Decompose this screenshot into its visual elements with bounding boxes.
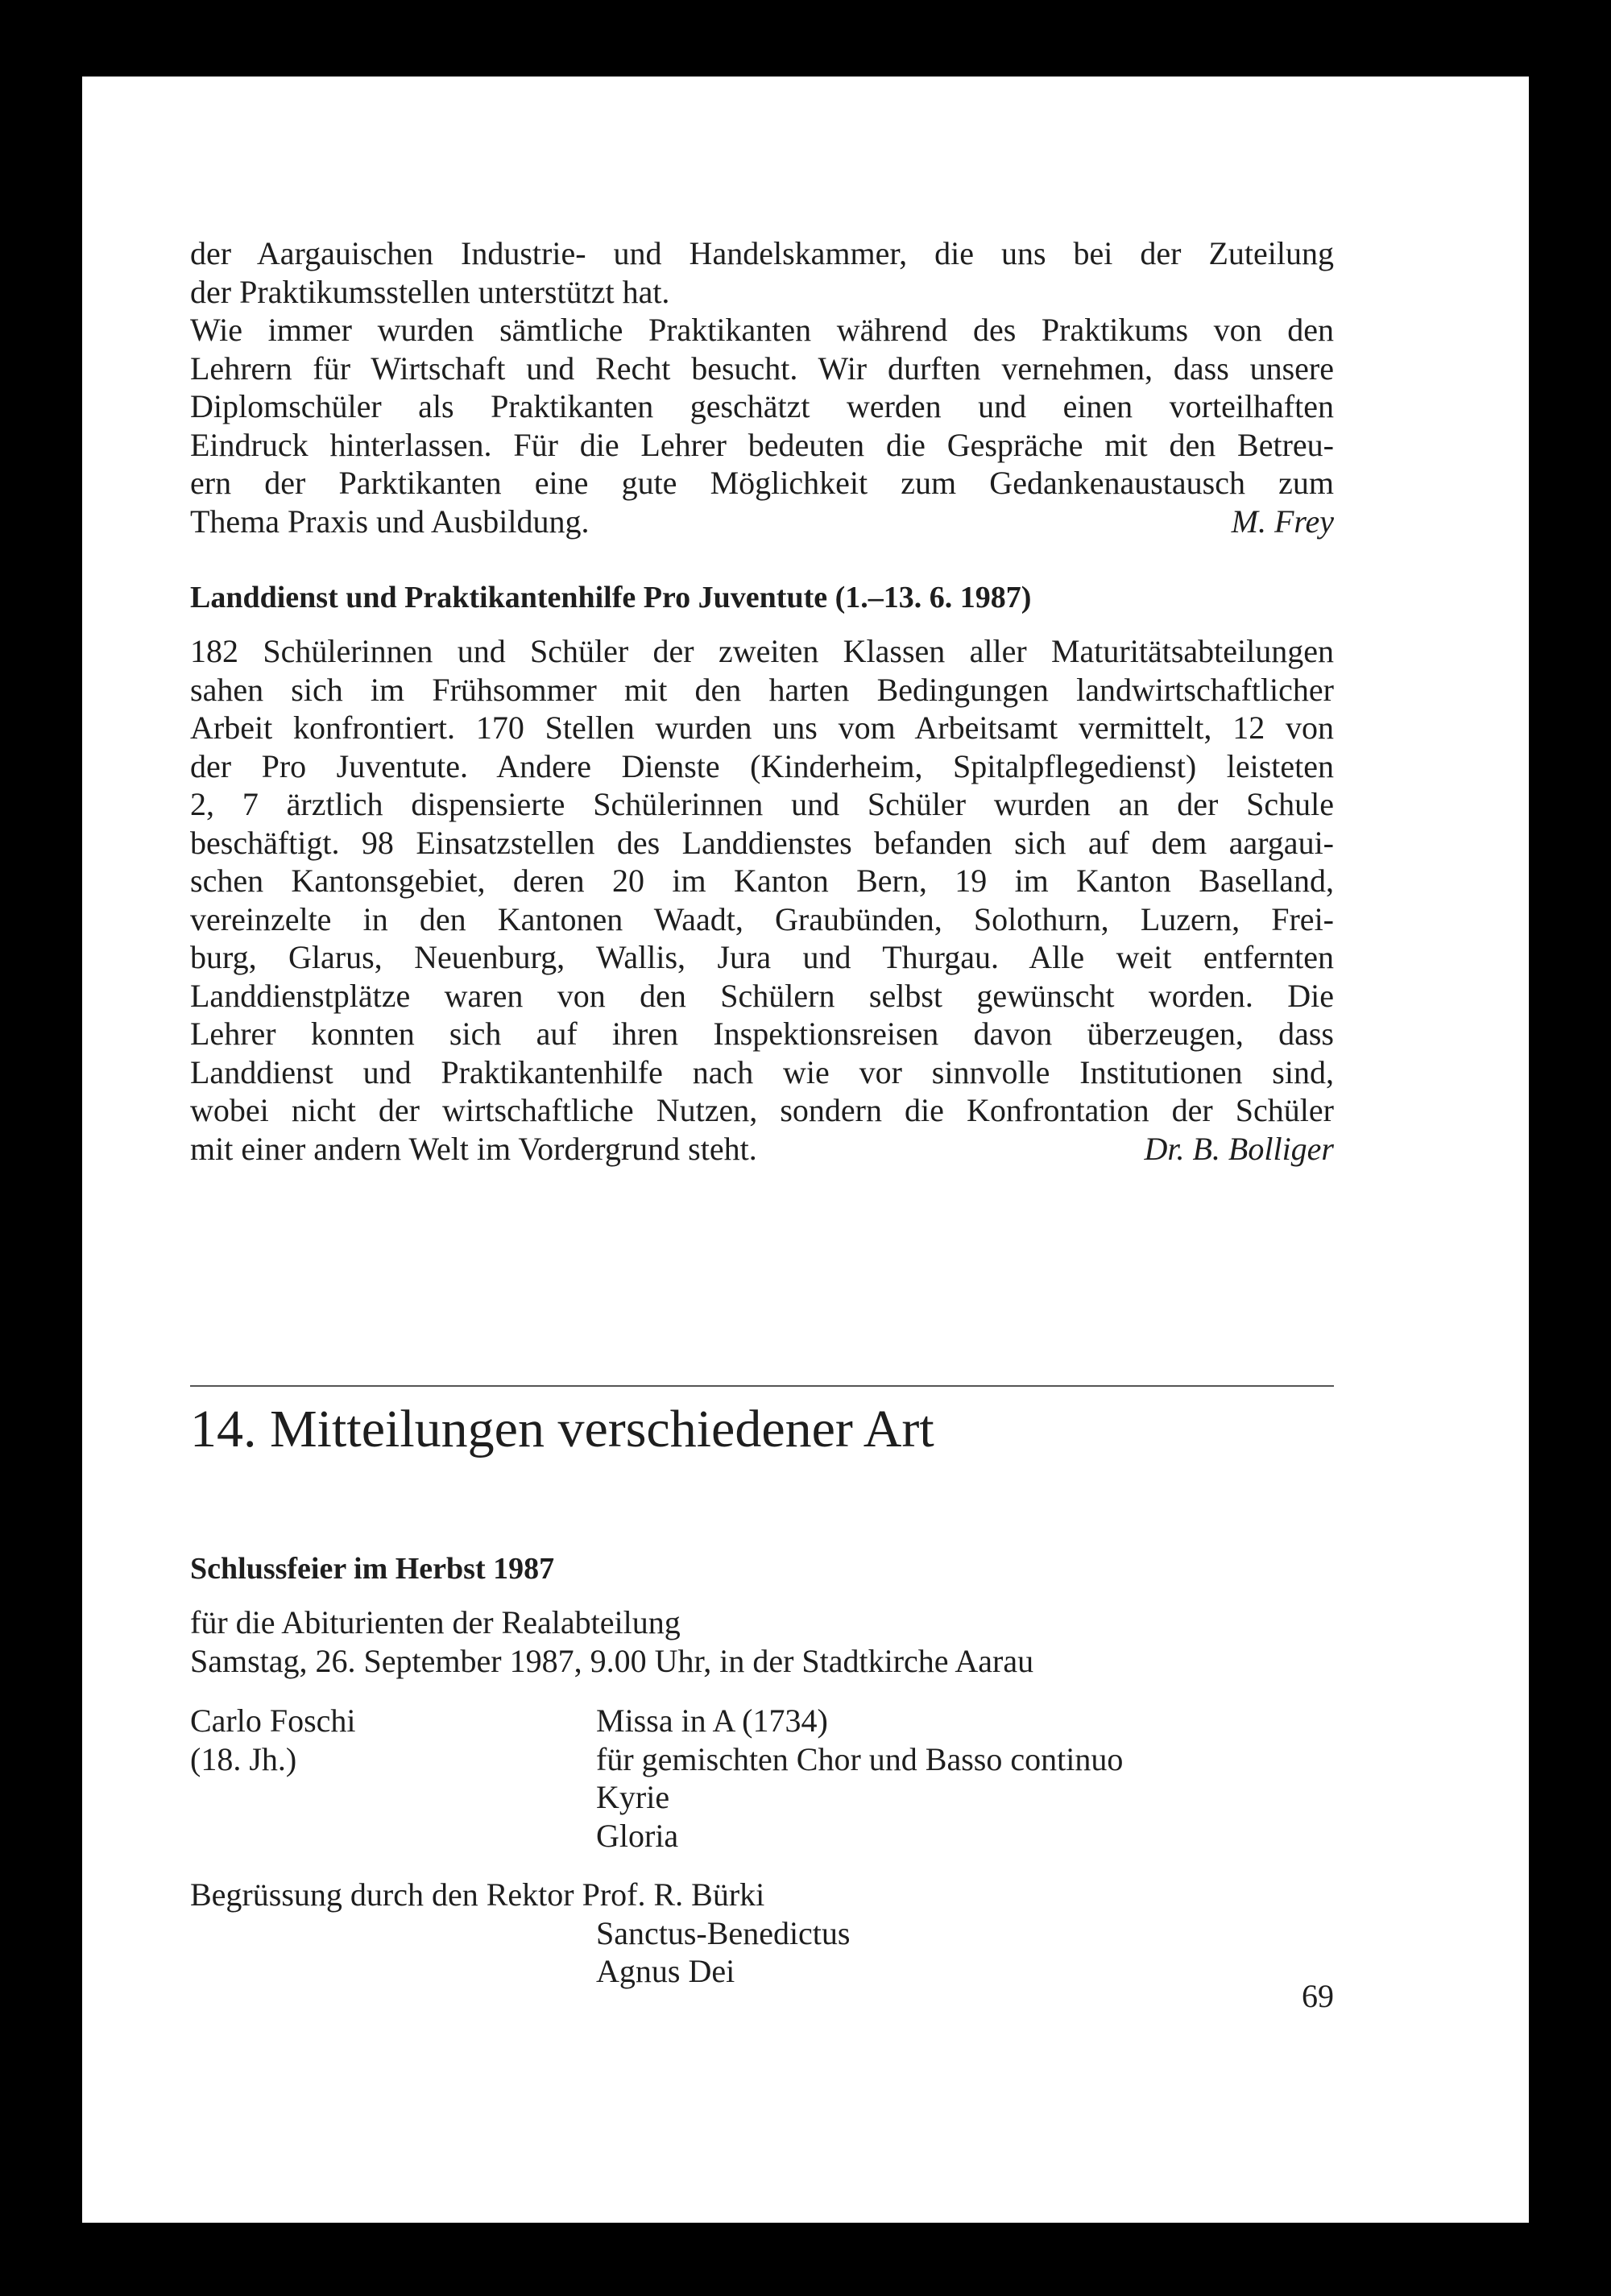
praktikum-text [190,234,1334,540]
program-continued [190,1876,1334,1991]
text-line: Eindruck hinterlassen. Für die Lehrer bedeuten die Gespräche mit den Betreu- [190,426,1334,463]
text-line: Landdienst und Praktikantenhilfe nach wie vor sinnvolle Institutionen sind, [190,1053,1334,1090]
program-item: Kyrie [596,1779,670,1815]
section-heading: Schlussfeier im Herbst 1987 [190,1552,555,1586]
text-line: burg, Glarus, Neuenburg, Wallis, Jura und Thurgau. Alle weit entfernten [190,939,1334,975]
text-line: 182 Schülerinnen und Schüler der zweiten Klassen aller Maturitätsabteilungen [190,633,1334,669]
program-list [190,1702,1334,1855]
chapter-title-block [190,1397,1334,1462]
author-signature: Dr. B. Bolliger [1144,1130,1334,1167]
text-line-with-signature [190,503,1334,541]
text-line: sahen sich im Frühsommer mit den harten Bedingungen landwirtschaftlicher [190,671,1334,708]
program-row [190,1876,1334,1914]
program-row [190,1952,1334,1991]
text-line: beschäftigt. 98 Einsatzstellen des Landdienstes befanden sich auf dem aargaui- [190,824,1334,861]
text-line: 2, 7 ärztlich dispensierte Schülerinnen und Schüler wurden an der Schule [190,786,1334,822]
program-item: für gemischten Chor und Basso continuo [596,1740,1124,1777]
text-line: Lehrer konnten sich auf ihren Inspektionsreisen davon überzeugen, dass [190,1016,1334,1052]
text-line: Arbeit konfrontiert. 170 Stellen wurden uns vom Arbeitsamt vermittelt, 12 von [190,709,1334,746]
text-line: mit einer andern Welt im Vordergrund steht. [190,1130,757,1167]
praktikum-paragraph [190,234,1334,540]
program-row [190,1817,1334,1855]
author-signature: M. Frey [1231,503,1334,540]
text-line: wobei nicht der wirtschaftliche Nutzen, sondern die Konfrontation der Schüler [190,1092,1334,1128]
date-place-line: Samstag, 26. September 1987, 9.00 Uhr, in der Stadtkirche Aarau [190,1642,1034,1679]
composer-dates: (18. Jh.) [190,1740,297,1777]
landdienst-text [190,632,1334,1168]
text-line: Thema Praxis und Ausbildung. [190,503,590,540]
program-row [190,1914,1334,1953]
chapter-divider [190,1385,1334,1387]
text-line: Landdienstplätze waren von den Schülern selbst gewünscht worden. Die [190,977,1334,1014]
text-line: Wie immer wurden sämtliche Praktikanten während des Praktikums von den [190,312,1334,348]
landdienst-paragraph [190,632,1334,1168]
program-item: Missa in A (1734) [596,1702,828,1739]
text-line: schen Kantonsgebiet, deren 20 im Kanton Bern, 19 im Kanton Baselland, [190,863,1334,899]
section-heading: Landdienst und Praktikantenhilfe Pro Juventute (1.–13. 6. 1987) [190,581,1032,614]
text-line: Diplomschüler als Praktikanten geschätzt werden und einen vorteilhaften [190,388,1334,424]
program-item: Gloria [596,1817,679,1854]
program-item: Agnus Dei [596,1953,735,1989]
text-line: vereinzelte in den Kantonen Waadt, Graubünden, Solothurn, Luzern, Frei- [190,900,1334,937]
text-line: ern der Parktikanten eine gute Möglichkeit zum Gedankenaustausch zum [190,465,1334,501]
composer: Carlo Foschi [190,1702,356,1739]
schlussfeier-intro [190,1603,1334,1680]
program-item: Sanctus-Benedictus [596,1914,851,1951]
greeting-line: Begrüssung durch den Rektor Prof. R. Bürki [190,1876,765,1913]
document-page [82,77,1529,2223]
program-row [190,1740,1334,1779]
chapter-title: 14. Mitteilungen verschiedener Art [190,1400,934,1458]
program-row [190,1702,1334,1740]
audience-line: für die Abiturienten der Realabteilung [190,1604,681,1640]
page-number: 69 [1302,1978,1334,2014]
text-line: der Aargauischen Industrie- und Handelskammer, die uns bei der Zuteilung [190,235,1334,271]
text-line: der Praktikumsstellen unterstützt hat. [190,273,670,310]
text-line-with-signature [190,1130,1334,1169]
schlussfeier-heading-block [190,1550,1334,1587]
program-row [190,1778,1334,1817]
text-line: Lehrern für Wirtschaft und Recht besucht. Wir durften vernehmen, dass unsere [190,350,1334,387]
landdienst-heading-block [190,579,1334,616]
text-line: der Pro Juventute. Andere Dienste (Kinderheim, Spitalpflegedienst) leisteten [190,747,1334,784]
